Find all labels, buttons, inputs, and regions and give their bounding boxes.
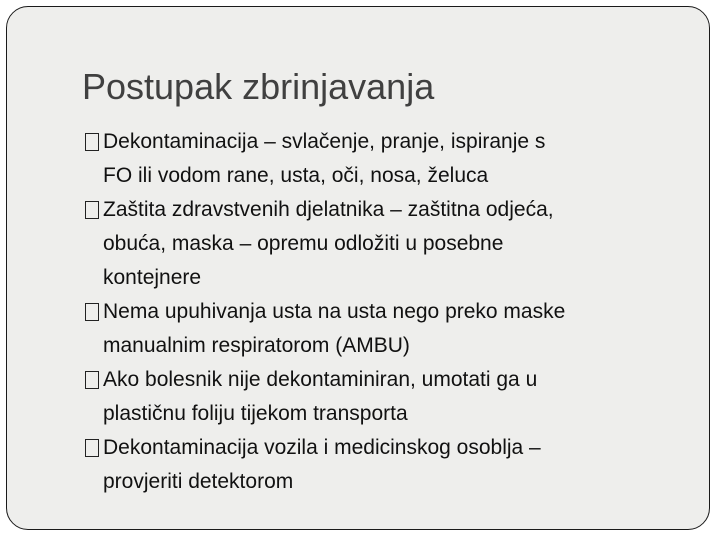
slide [6, 6, 710, 530]
bullet-item [82, 125, 682, 193]
bullet-box-icon [85, 133, 99, 151]
bullet-line: manualnim respiratorom (AMBU) [103, 334, 410, 357]
bullet-line: Zaštita zdravstvenih djelatnika – zaštitna odjeća, [103, 198, 554, 221]
slide-title: Postupak zbrinjavanja [82, 66, 435, 107]
bullet-box-icon [85, 303, 99, 321]
bullet-line: obuća, maska – opremu odložiti u posebne [103, 232, 504, 255]
bullet-box-icon [85, 201, 99, 219]
bullet-item [82, 193, 682, 295]
bullet-item [82, 431, 682, 499]
bullet-line: Ako bolesnik nije dekontaminiran, umotati ga u [103, 368, 538, 391]
bullet-box-icon [85, 439, 99, 457]
bullet-line: plastičnu foliju tijekom transporta [103, 402, 408, 425]
bullet-line: FO ili vodom rane, usta, oči, nosa, želuca [103, 164, 489, 187]
bullet-line: Nema upuhivanja usta na usta nego preko maske [103, 300, 566, 323]
bullet-line: Dekontaminacija vozila i medicinskog osoblja – [103, 436, 541, 459]
bullet-line: Dekontaminacija – svlačenje, pranje, ispiranje s [103, 130, 546, 153]
bullet-box-icon [85, 371, 99, 389]
bullet-line: provjeriti detektorom [103, 470, 294, 493]
bullet-item [82, 295, 682, 363]
bullet-line: kontejnere [103, 266, 202, 289]
bullet-item [82, 363, 682, 431]
bullet-list [82, 125, 682, 499]
